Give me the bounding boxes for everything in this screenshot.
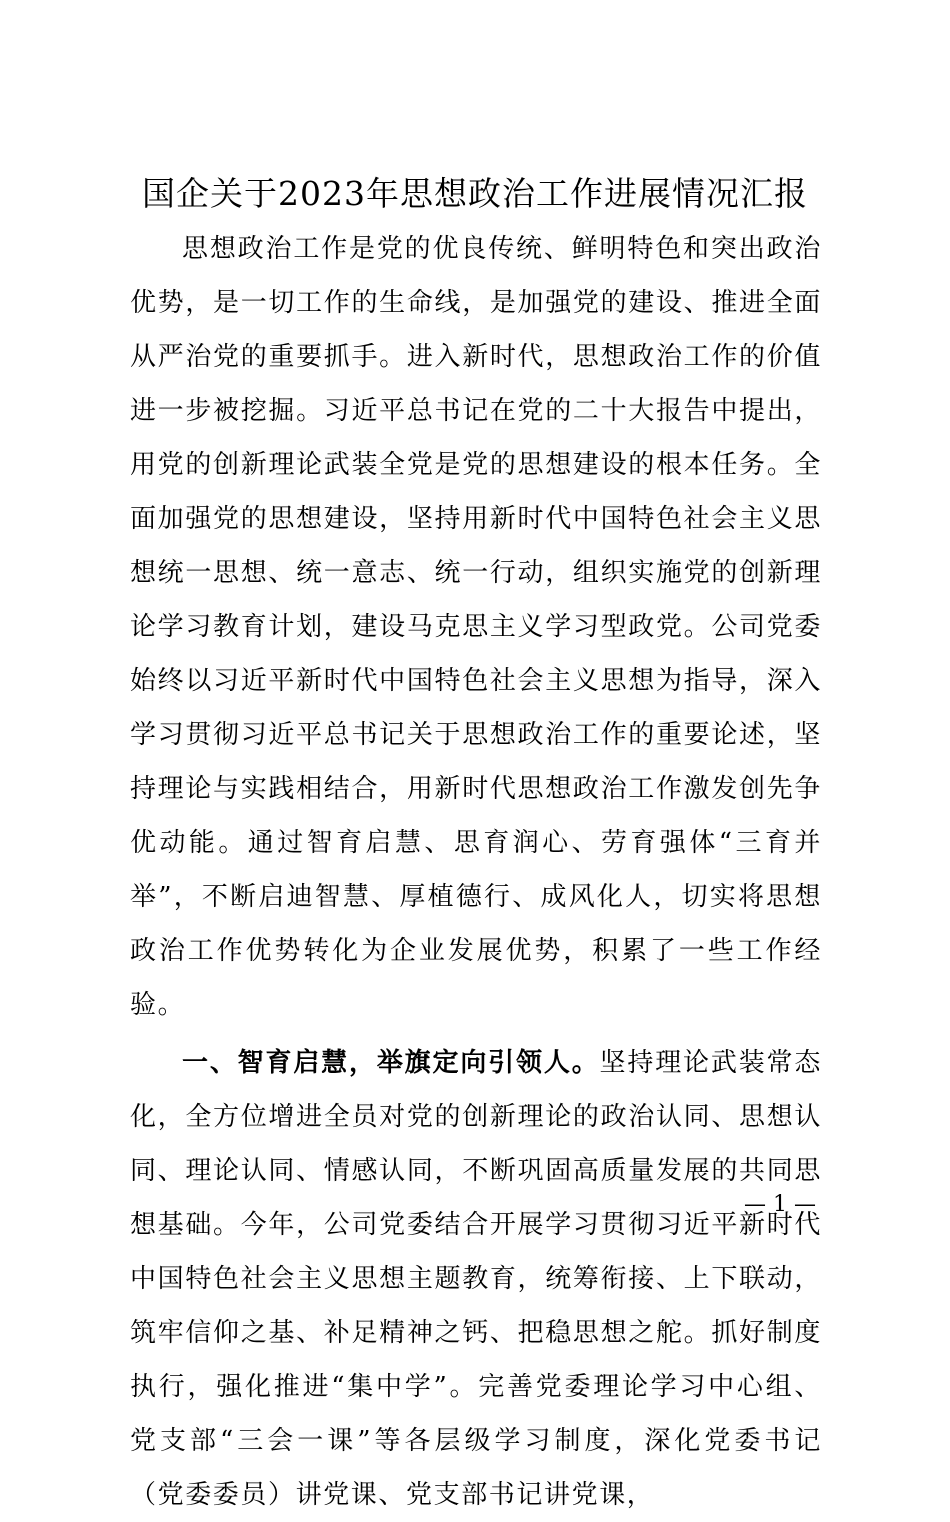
section-1-body: 坚持理论武装常态化，全方位增进全员对党的创新理论的政治认同、思想认同、理论认同、情感认同，不断巩固高质量发展的共同思想基础。今年，公司党委结合开展学习贯彻习近平新时代中国特色社会主义思想主题教育，统筹衔接、上下联动，筑牢信仰之基、补足精神之钙、把稳思想之舵。抓好制度执行，强化推进“集中学”。完善党委理论学习中心组、党支部“三会一课”等各层级学习制度，深化党委书记（党委委员）讲党课、党支部书记讲党课， xyxy=(130,1048,822,1510)
document-body xyxy=(130,222,822,1522)
section-1-paragraph xyxy=(130,1036,822,1522)
page-number: — 1 — xyxy=(744,1192,816,1217)
section-1-heading: 一、智育启慧，举旗定向引领人。 xyxy=(182,1048,600,1078)
document-title: 国企关于2023年思想政治工作进展情况汇报 xyxy=(142,174,808,213)
intro-paragraph: 思想政治工作是党的优良传统、鲜明特色和突出政治优势，是一切工作的生命线，是加强党的建设、推进全面从严治党的重要抓手。进入新时代，思想政治工作的价值进一步被挖掘。习近平总书记在党的二十大报告中提出，用党的创新理论武装全党是党的思想建设的根本任务。全面加强党的思想建设，坚持用新时代中国特色社会主义思想统一思想、统一意志、统一行动，组织实施党的创新理论学习教育计划，建设马克思主义学习型政党。公司党委始终以习近平新时代中国特色社会主义思想为指导，深入学习贯彻习近平总书记关于思想政治工作的重要论述，坚持理论与实践相结合，用新时代思想政治工作激发创先争优动能。通过智育启慧、思育润心、劳育强体“三育并举”，不断启迪智慧、厚植德行、成风化人，切实将思想政治工作优势转化为企业发展优势，积累了一些工作经验。 xyxy=(130,234,822,1020)
